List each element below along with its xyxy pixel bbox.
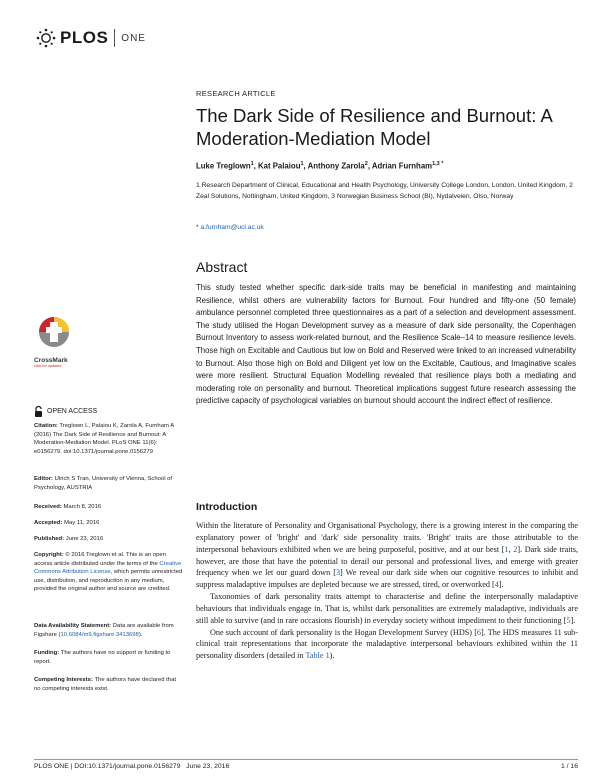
- published-date: June 23, 2016: [65, 536, 104, 542]
- abstract-text: This study tested whether specific dark-side traits may be beneficial in manifesting and maintaining Resilience, whilst others are vulnerability factors for Burnout. Four hundred and fifty-one (50 female) ambulance personnel completed three questionnaires as a part of a selection and development assessment. The study utilised the Hogan Development survey as a measure of dark side personality, the Copenhagen Burnout Inventory to assess work-related burnout, and the Resilience Scale–14 to measure resilience levels. Those high on Excitable and Cautious but low on Bold and Reserved were linked to an increased vulnerability to Burnout. Also those high on Bold and Diligent yet low on the Excitable, Cautious, and Imaginative scales were more resilient. Structural Equation Modelling revealed that resilience plays both a mediating and moderating role on personality and burnout. Theoretical implications suggest future research assessing the predictive capacity of psychological variables on burnout should account the indirect effect of resilience.: [196, 283, 576, 406]
- plos-dots-icon: [36, 28, 56, 48]
- reference-link[interactable]: 1: [504, 544, 509, 554]
- copyright-text-end: , which permits unrestricted use, distribution, and reproduction in any medium, provided the original author and source are credited.: [34, 569, 183, 593]
- data-availability-block: [34, 622, 184, 639]
- reference-link[interactable]: 6: [476, 627, 482, 637]
- open-lock-icon: [34, 406, 43, 417]
- footer-divider: [34, 759, 578, 760]
- crossmark-badge[interactable]: [34, 314, 74, 368]
- intro-text: Taxonomies of dark personality traits attempt to characterise and define the interpersonally maladaptive behaviours that individuals engage in. That is, whilst dark personalities are extremely maladaptive, individuals are still able to survive (and in rare occasions flourish) in everyday society without impediment to their functioning [: [196, 592, 578, 625]
- intro-paragraph: [196, 627, 578, 663]
- logo-divider: [114, 29, 115, 47]
- editor-block: [34, 475, 184, 492]
- citation-text: Treglown L, Palaiou K, Zarola A, Furnham A (2016) The Dark Side of Resilience and Burnout: A Moderation-Mediation Model. PLoS ONE 11(6): e0156279. doi:10.1371/journal.pone.0156279: [34, 423, 174, 455]
- corresponding-email-link[interactable]: a.furnham@ucl.ac.uk: [200, 224, 264, 231]
- author-affiliation: 1,3 *: [432, 161, 444, 167]
- competing-interests-block: [34, 676, 184, 693]
- crossmark-sublabel: click for updates: [34, 364, 62, 368]
- intro-paragraph: [196, 591, 578, 627]
- intro-text: ,: [508, 544, 514, 554]
- funding-text: The authors have no support or funding to report.: [34, 650, 171, 665]
- received-date: March 8, 2016: [63, 504, 102, 510]
- reference-link[interactable]: 2: [513, 544, 518, 554]
- affiliations: 1 Research Department of Clinical, Educational and Health Psychology, University College London, London, United Kingdom, 2 Zeal Solutions, Nottingham, United Kingdom, 3 Norwegian Business School (BI), Nydalveien, Olso, Norway: [196, 182, 573, 200]
- article-title: The Dark Side of Resilience and Burnout: A Moderation-Mediation Model: [196, 105, 552, 149]
- figshare-doi-link[interactable]: 10.6084/m9.figshare.3413698: [60, 631, 139, 638]
- author-name[interactable]: Anthony Zarola: [307, 161, 365, 171]
- accepted-label: Accepted:: [34, 520, 63, 526]
- abstract-heading: Abstract: [196, 259, 248, 275]
- competing-interests-text: The authors have declared that no competing interests exist.: [34, 677, 176, 692]
- journal-name: ONE: [121, 32, 146, 44]
- intro-text: ).: [329, 651, 335, 661]
- license-link[interactable]: Creative Commons Attribution License: [34, 560, 182, 576]
- editor-text: Ulrich S Tran, University of Vienna, School of Psychology, AUSTRIA: [34, 476, 173, 491]
- data-availability-text: Data are available from Figshare (: [34, 623, 174, 638]
- introduction-heading: Introduction: [196, 501, 258, 513]
- data-availability-end: ).: [138, 631, 143, 638]
- funding-label: Funding:: [34, 650, 60, 656]
- intro-text: ]. The HDS measures 11 sub-clinical trait representations that incorporate the maladaptive interpersonal behaviours exhibited within the 11 personality disorders (detailed in: [196, 627, 578, 661]
- citation-block: [34, 422, 184, 456]
- funding-block: [34, 649, 184, 666]
- copyright-label: Copyright:: [34, 552, 64, 558]
- author-affiliation: 1: [300, 161, 304, 167]
- open-access-badge: [34, 406, 97, 417]
- reference-link[interactable]: 3: [335, 568, 341, 578]
- received-label: Received:: [34, 504, 62, 510]
- author-affiliation: 1: [250, 161, 254, 167]
- intro-text: ] We reveal our dark side when our cognitive resources to inhibit and suppress maladaptive impulses are depleted because we are stressed, tired, or overworked [: [196, 568, 578, 590]
- page-number: 1 / 16: [560, 763, 578, 770]
- table-link[interactable]: Table 1: [305, 651, 330, 661]
- crossmark-icon: [34, 314, 74, 358]
- reference-link[interactable]: 5: [566, 615, 571, 625]
- author-name[interactable]: Luke Treglown: [196, 161, 251, 171]
- reference-link[interactable]: 4: [494, 580, 499, 590]
- author-list: Luke Treglown$^1$, Kat Palaiou$^1$, Anthony Zarola$^2$, Adrian Furnham$^{1,3 *}$: [196, 161, 444, 171]
- copyright-text: © 2016 Treglown et al. This is an open access article distributed under the terms of the: [34, 552, 166, 567]
- accepted-date: May 11, 2016: [64, 520, 100, 526]
- brand-name: PLOS: [60, 28, 109, 47]
- data-availability-label: Data Availability Statement:: [34, 623, 112, 629]
- published-label: Published:: [34, 536, 65, 542]
- corresponding-author: [196, 224, 264, 231]
- introduction-body: [196, 520, 578, 662]
- author-name[interactable]: Adrian Furnham: [371, 161, 433, 171]
- editor-label: Editor:: [34, 476, 53, 482]
- copyright-block: [34, 551, 184, 594]
- intro-text: ]. Dark side traits, however, are those that have the potential to derail our personal and professional lives, and emerge with greater frequency when we let our guard down [: [196, 544, 578, 578]
- intro-text: ].: [498, 580, 504, 590]
- intro-paragraph: [196, 520, 578, 591]
- published-block: [34, 535, 184, 544]
- intro-text: ].: [570, 615, 576, 625]
- intro-text: Within the literature of Personality and Organisational Psychology, there is a growing interest in the comparing the explanatory power of 'bright' and 'dark' side personality traits. 'Bright' traits are those attributable to the interpersonal behaviours exhibited when we are being purposeful, positive, and at our best [: [196, 521, 578, 554]
- article-type: RESEARCH ARTICLE: [196, 89, 276, 98]
- open-access-label: OPEN ACCESS: [47, 408, 98, 415]
- competing-interests-label: Competing Interests:: [34, 677, 93, 683]
- intro-text: One such account of dark personality is the Hogan Development Survey (HDS) [: [210, 627, 477, 637]
- crossmark-label: CrossMark: [34, 357, 68, 364]
- author-affiliation: 2: [364, 161, 368, 167]
- accepted-block: [34, 519, 184, 528]
- author-name[interactable]: Kat Palaiou: [258, 161, 301, 171]
- footer-citation: PLOS ONE | DOI:10.1371/journal.pone.0156279 June 23, 2016: [34, 763, 230, 770]
- citation-label: Citation:: [34, 423, 58, 429]
- corresponding-star: *: [196, 224, 199, 231]
- received-block: [34, 503, 184, 512]
- plos-one-logo[interactable]: [36, 28, 146, 48]
